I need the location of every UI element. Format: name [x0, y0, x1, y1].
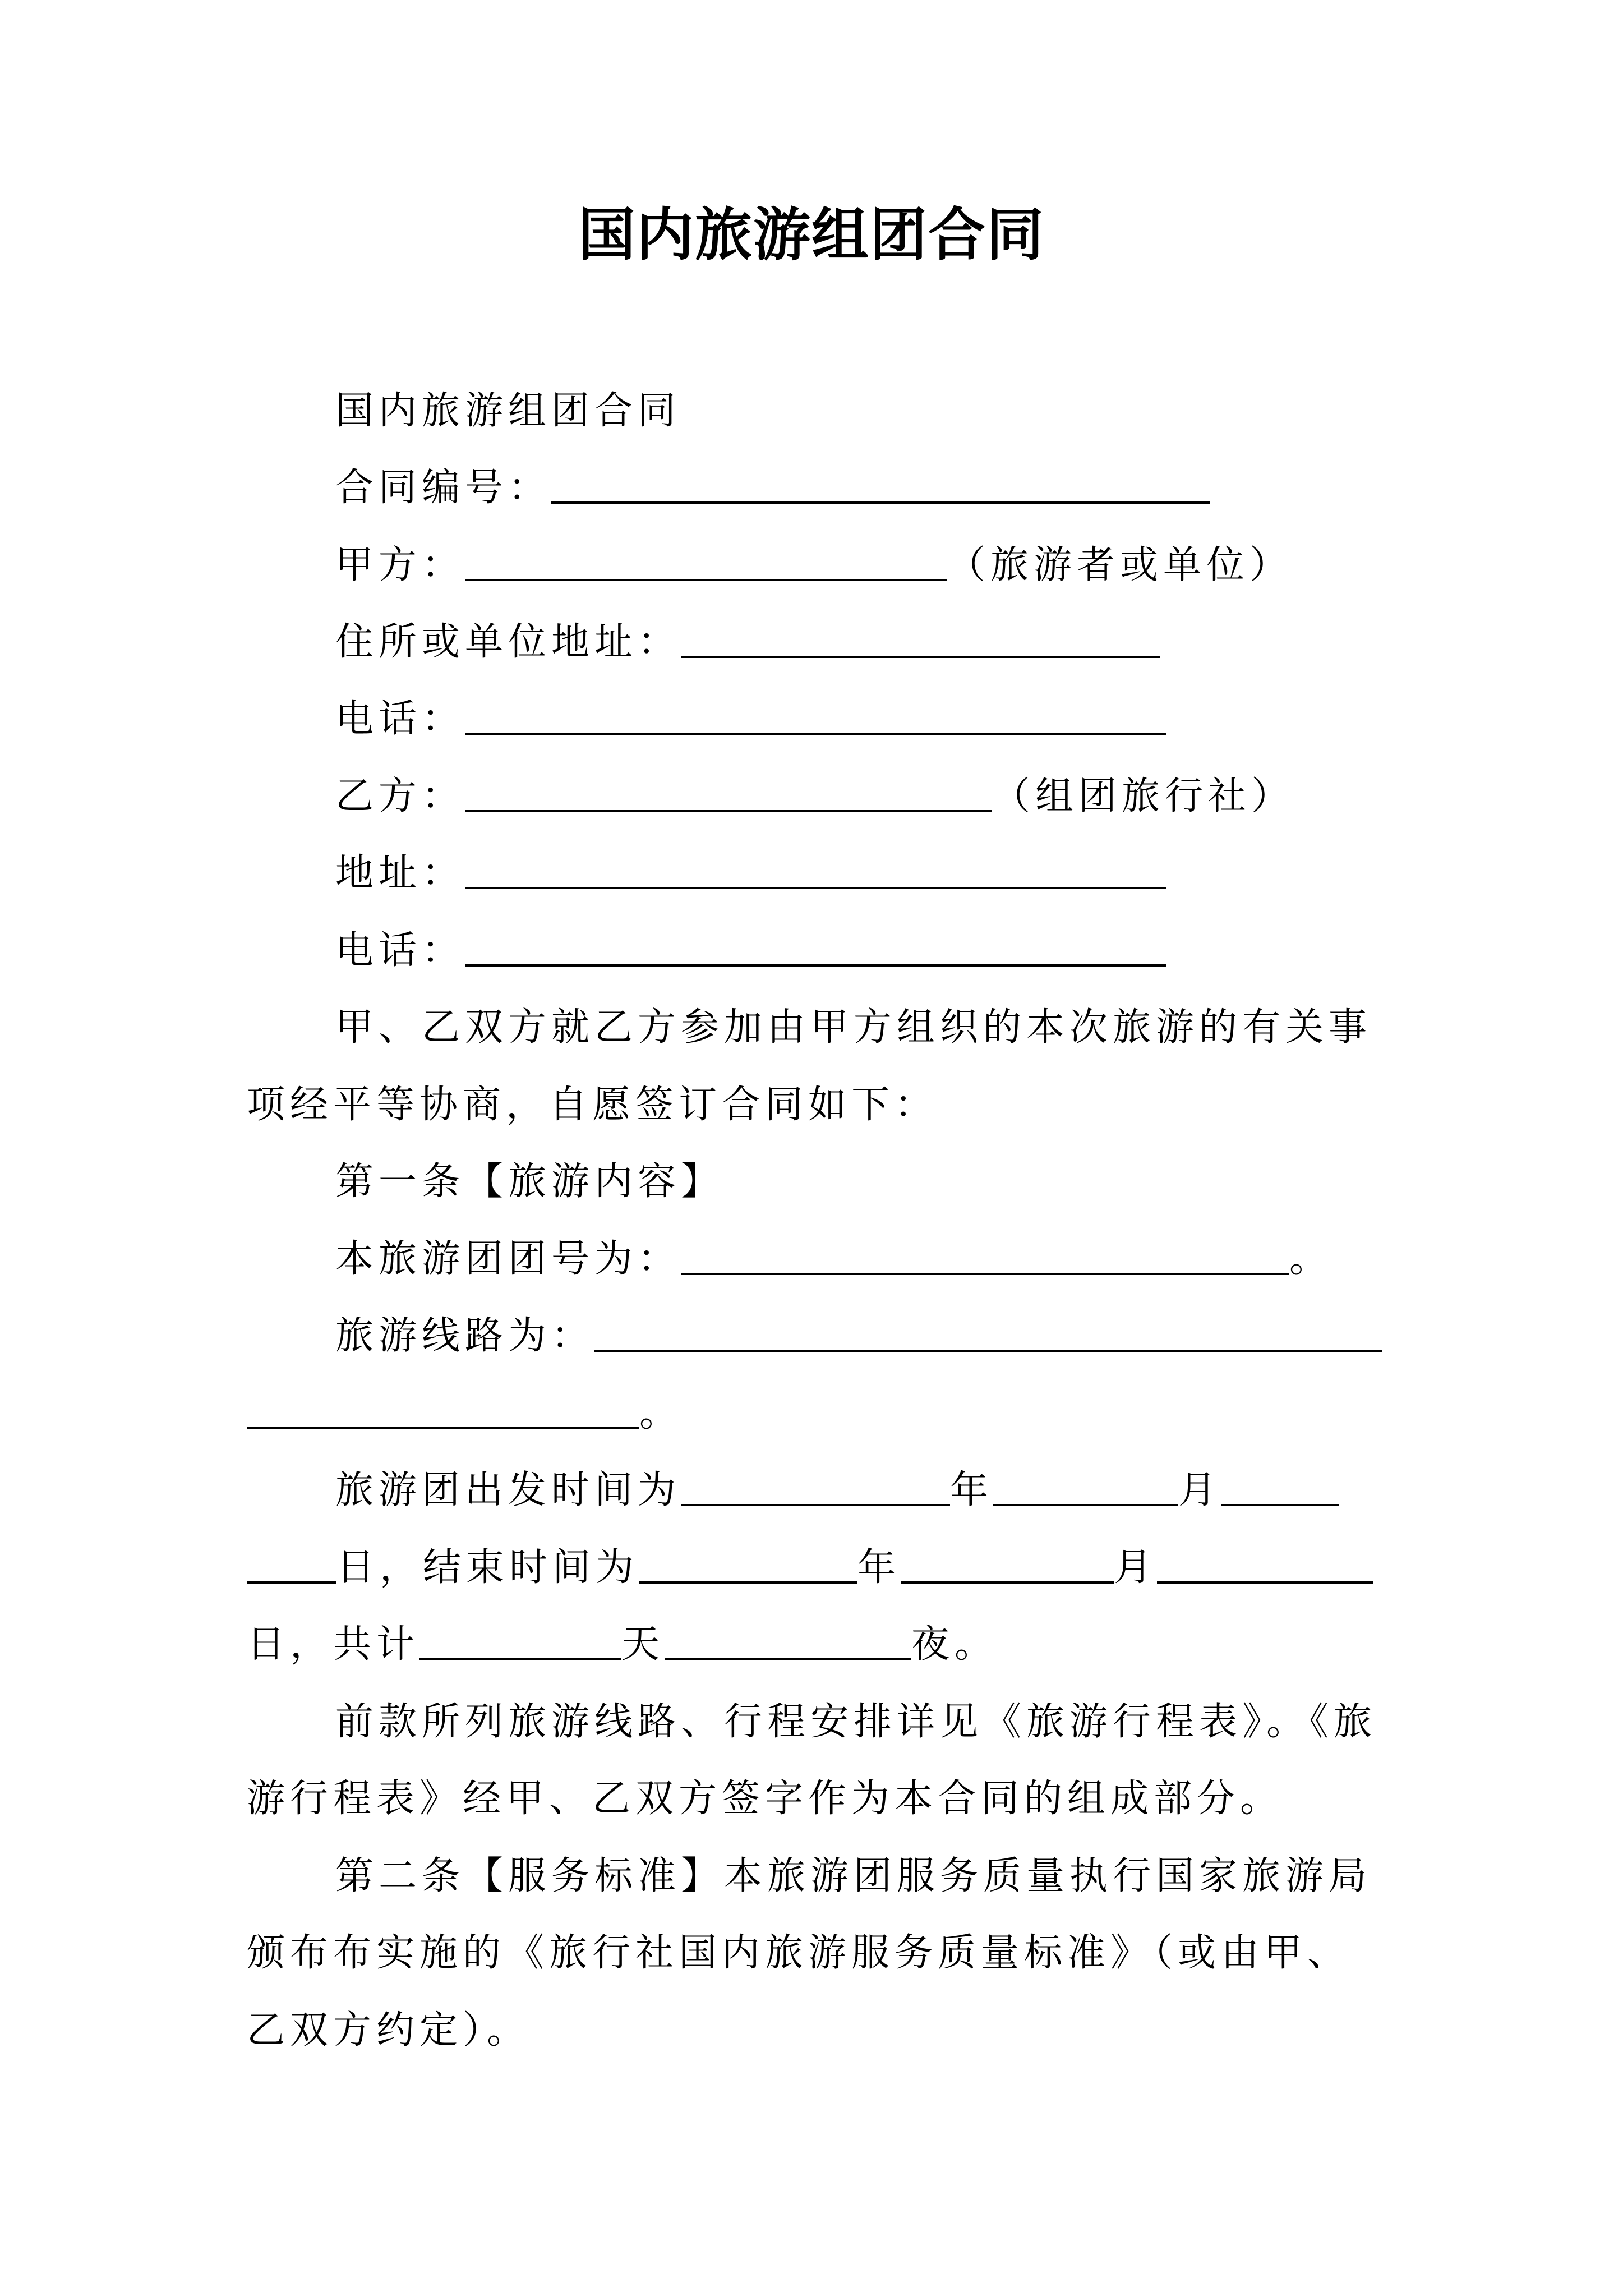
party-a-line — [247, 537, 1391, 593]
group-no-label: 本旅游团团号为： — [335, 1237, 681, 1281]
phone-a-blank[interactable] — [465, 692, 1166, 735]
route-blank-1[interactable] — [594, 1309, 1382, 1352]
end-year-unit: 年 — [857, 1545, 901, 1590]
end-month-unit: 月 — [1114, 1545, 1158, 1590]
end-month-blank[interactable] — [901, 1541, 1114, 1584]
depart-year-unit: 年 — [950, 1468, 994, 1512]
duration-prefix: 日，共计 — [247, 1622, 420, 1667]
depart-day-blank-1[interactable] — [1221, 1464, 1339, 1506]
contract-no-label: 合同编号： — [335, 466, 552, 510]
depart-prefix: 旅游团出发时间为 — [335, 1468, 681, 1512]
duration-line — [247, 1617, 1391, 1673]
article-2-line-3: 乙双方约定）。 — [247, 2008, 531, 2053]
depart-month-unit: 月 — [1178, 1468, 1222, 1512]
route-line-2 — [247, 1386, 1391, 1442]
route-label: 旅游线路为： — [335, 1314, 595, 1358]
address-a-label: 住所或单位地址： — [335, 620, 681, 664]
group-no-line — [247, 1231, 1391, 1287]
subtitle: 国内旅游组团合同 — [335, 389, 681, 433]
depart-day-blank-2[interactable] — [247, 1541, 336, 1584]
group-no-period: 。 — [1289, 1237, 1333, 1281]
route-blank-2[interactable] — [247, 1387, 639, 1429]
address-b-blank[interactable] — [465, 846, 1166, 889]
itinerary-line-1: 前款所列旅游线路、行程安排详见《旅游行程表》。《旅 — [335, 1700, 1377, 1744]
party-b-label: 乙方： — [335, 774, 465, 818]
phone-a-line — [247, 691, 1391, 747]
address-a-line — [247, 614, 1391, 670]
phone-a-label: 电话： — [335, 697, 465, 741]
address-b-line — [247, 845, 1391, 901]
article-1-heading: 第一条【旅游内容】 — [335, 1159, 725, 1204]
days-blank[interactable] — [419, 1618, 621, 1660]
party-b-note: （组团旅行社） — [992, 774, 1295, 818]
itinerary-line-2: 游行程表》经甲、乙双方签字作为本合同的组成部分。 — [247, 1777, 1284, 1821]
nights-blank[interactable] — [665, 1618, 911, 1660]
document-title: 国内旅游组团合同 — [578, 202, 1045, 269]
article-2-line-1: 第二条【服务标准】本旅游团服务质量执行国家旅游局 — [335, 1854, 1372, 1898]
nights-unit: 夜。 — [911, 1622, 998, 1667]
phone-b-line — [247, 923, 1391, 979]
intro-line-2: 项经平等协商，自愿签订合同如下： — [247, 1083, 938, 1127]
end-date-line — [247, 1540, 1391, 1596]
subtitle-line — [247, 383, 1391, 439]
party-a-note: （旅游者或单位） — [947, 543, 1293, 587]
intro-line-1: 甲、乙双方就乙方参加由甲方组织的本次旅游的有关事 — [335, 1005, 1372, 1050]
party-a-label: 甲方： — [335, 543, 465, 587]
depart-month-blank[interactable] — [993, 1464, 1178, 1506]
route-period: 。 — [639, 1391, 683, 1435]
party-b-line — [247, 769, 1391, 825]
phone-b-blank[interactable] — [465, 924, 1166, 967]
end-year-blank[interactable] — [639, 1541, 857, 1584]
depart-date-line — [247, 1462, 1391, 1519]
phone-b-label: 电话： — [335, 928, 465, 973]
contract-no-line — [247, 460, 1391, 516]
article-2-line-2: 颁布布实施的《旅行社国内旅游服务质量标准》（或由甲、 — [247, 1931, 1351, 1975]
party-a-blank[interactable] — [465, 539, 947, 581]
route-line — [247, 1308, 1391, 1364]
group-no-blank[interactable] — [681, 1232, 1289, 1275]
contract-no-blank[interactable] — [551, 461, 1210, 504]
days-unit: 天 — [621, 1622, 665, 1667]
end-day-blank-1[interactable] — [1157, 1541, 1373, 1584]
address-b-label: 地址： — [335, 851, 465, 895]
address-a-blank[interactable] — [681, 615, 1160, 658]
party-b-blank[interactable] — [465, 770, 992, 812]
depart-year-blank[interactable] — [681, 1464, 950, 1506]
end-prefix: 日，结束时间为 — [336, 1545, 639, 1590]
